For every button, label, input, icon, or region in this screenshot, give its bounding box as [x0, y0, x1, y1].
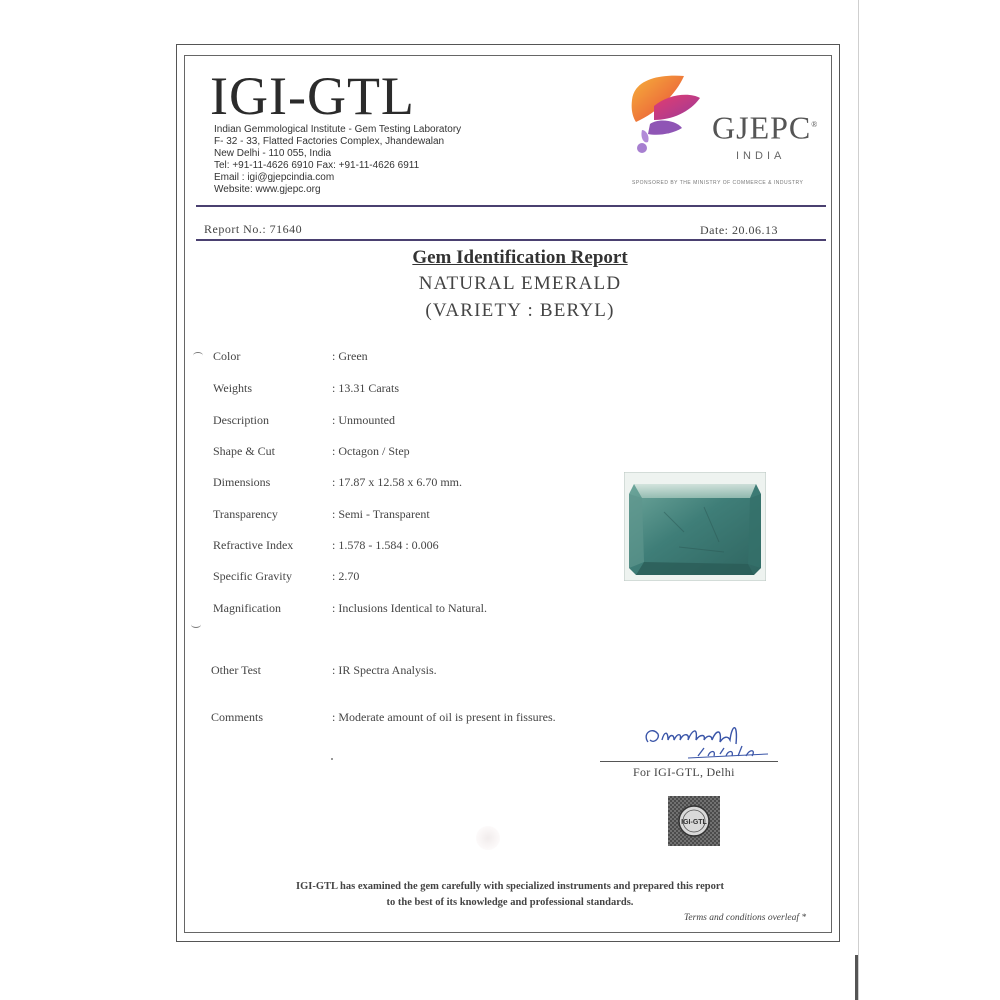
field-label-magnification: Magnification — [213, 601, 281, 615]
field-label-description: Description — [213, 413, 269, 427]
paper-smudge — [476, 826, 500, 850]
field-value-dimensions: : 17.87 x 12.58 x 6.70 mm. — [332, 475, 463, 489]
field-label-dimensions: Dimensions — [213, 475, 271, 489]
report-number: Report No.: 71640 — [204, 222, 303, 236]
partner-country: INDIA — [736, 150, 786, 162]
header-divider — [196, 205, 826, 207]
hologram-seal-icon — [668, 796, 720, 846]
report-date: Date: 20.06.13 — [700, 223, 778, 237]
signature-caption: For IGI-GTL, Delhi — [633, 765, 735, 779]
partner-name: GJEPC® — [712, 109, 819, 146]
bracket-mark-bottom — [191, 621, 201, 628]
footer-disclaimer-line2: to the best of its knowledge and professional standards. — [386, 897, 634, 908]
lab-email: Email : igi@gjepcindia.com — [214, 172, 335, 183]
field-value-shape-cut: : Octagon / Step — [332, 444, 410, 458]
handwritten-signature-icon — [628, 714, 778, 764]
page-edge-line — [858, 0, 859, 1000]
field-label-refractive-index: Refractive Index — [213, 538, 294, 552]
field-label-shape-cut: Shape & Cut — [213, 444, 275, 458]
stone-identification: NATURAL EMERALD — [418, 273, 622, 294]
signature-line — [600, 761, 778, 762]
report-title: Gem Identification Report — [412, 247, 628, 268]
field-value-specific-gravity: : 2.70 — [332, 569, 360, 583]
partner-tagline: SPONSORED BY THE MINISTRY OF COMMERCE & INDUSTRY — [632, 180, 804, 186]
field-label-other-test: Other Test — [211, 663, 261, 677]
field-label-weight: Weights — [213, 381, 253, 395]
lab-city-line: New Delhi - 110 055, India — [214, 148, 332, 159]
lab-phone-fax: Tel: +91-11-4626 6910 Fax: +91-11-4626 6911 — [214, 160, 420, 171]
terms-note: Terms and conditions overleaf * — [684, 913, 807, 923]
lab-address-line: F- 32 - 33, Flatted Factories Complex, Jhandewalan — [214, 136, 445, 147]
field-value-weight: : 13.31 Carats — [332, 381, 399, 395]
meta-divider — [196, 239, 826, 241]
registered-mark: ® — [811, 120, 819, 129]
field-label-color: Color — [213, 349, 241, 363]
gjepc-butterfly-logo-icon — [628, 72, 708, 172]
field-value-description: : Unmounted — [332, 413, 395, 427]
stray-dot — [331, 758, 333, 760]
lab-address-block — [214, 124, 461, 196]
page-edge-mark — [855, 955, 858, 1000]
field-value-comments: : Moderate amount of oil is present in fissures. — [332, 710, 556, 724]
field-value-other-test: : IR Spectra Analysis. — [332, 663, 437, 677]
field-value-transparency: : Semi - Transparent — [332, 507, 430, 521]
footer-disclaimer-line1: IGI-GTL has examined the gem carefully with specialized instruments and prepared this report — [296, 881, 724, 892]
bracket-mark-top — [193, 352, 203, 359]
lab-website: Website: www.gjepc.org — [214, 184, 321, 195]
lab-logo-text: IGI-GTL — [210, 66, 415, 126]
stone-variety: (VARIETY : BERYL) — [425, 300, 615, 321]
field-label-transparency: Transparency — [213, 507, 278, 521]
gem-photo — [624, 472, 766, 581]
hologram-label: IGI-GTL — [681, 819, 707, 826]
field-label-specific-gravity: Specific Gravity — [213, 569, 292, 583]
field-value-color: : Green — [332, 349, 368, 363]
field-label-comments: Comments — [211, 710, 264, 724]
field-value-refractive-index: : 1.578 - 1.584 : 0.006 — [332, 538, 439, 552]
field-value-magnification: : Inclusions Identical to Natural. — [332, 601, 487, 615]
lab-full-name: Indian Gemmological Institute - Gem Testing Laboratory — [214, 124, 462, 135]
